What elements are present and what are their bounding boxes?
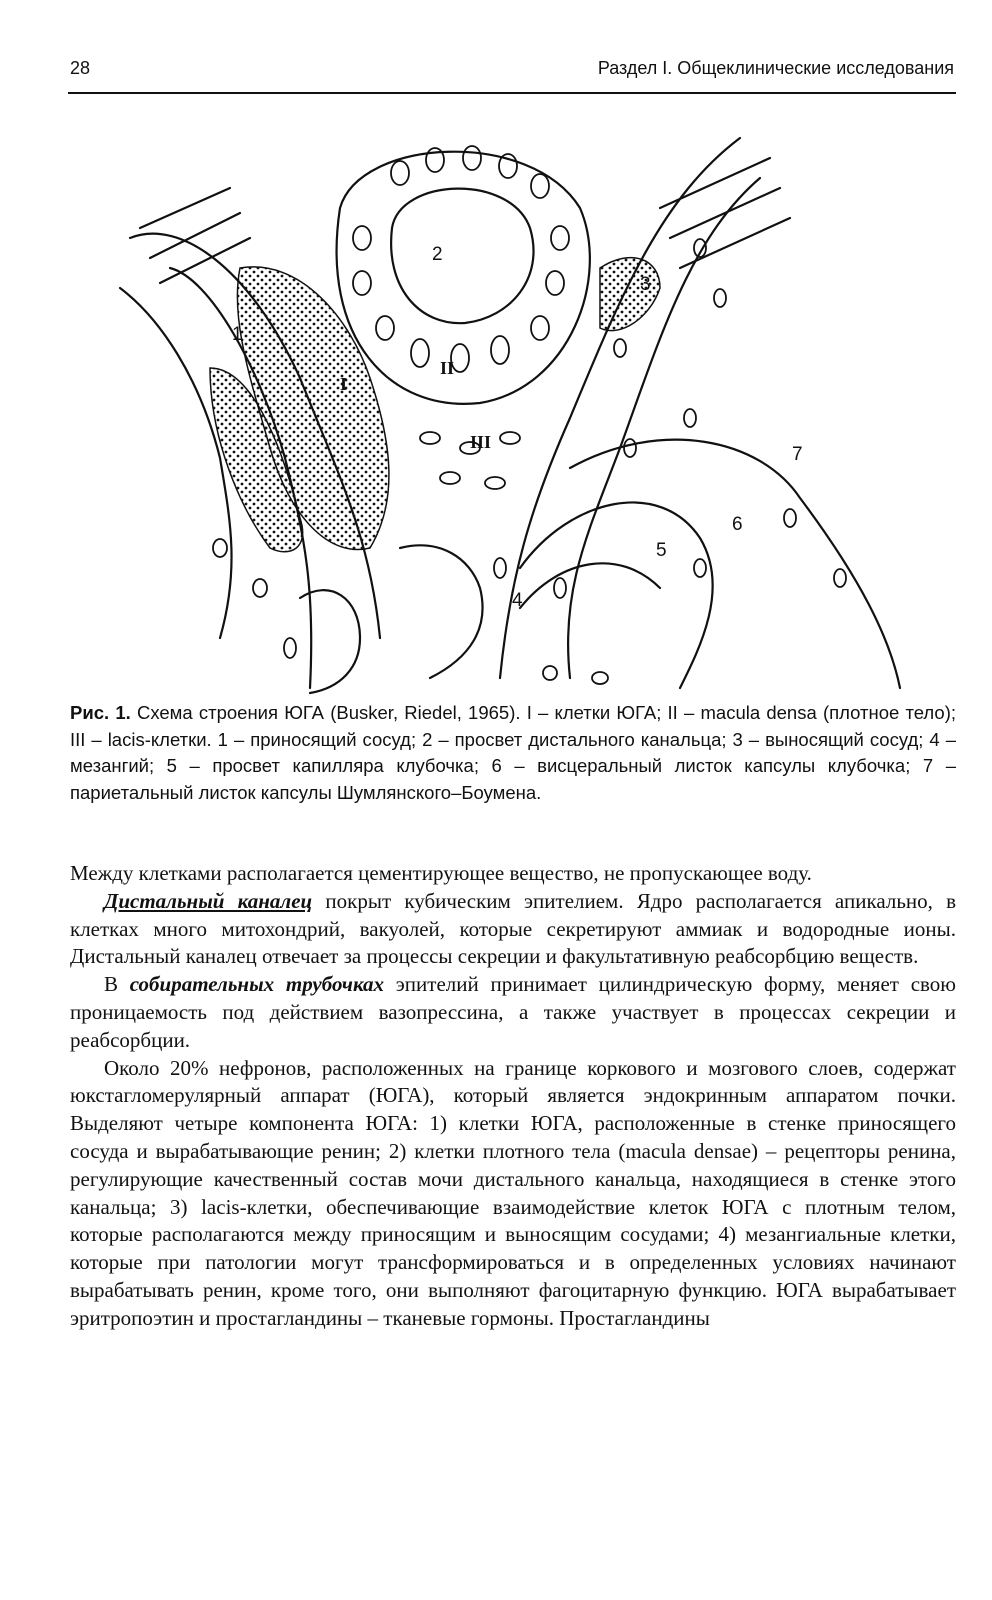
label-7: 7 (792, 444, 803, 465)
paragraph-4: Около 20% нефронов, расположенных на границе коркового и мозгового слоев, содержат юкстагломерулярный аппарат (ЮГА), который является эндокринным аппаратом почки. Выделяют четыре компонента ЮГА: 1) клетки ЮГА, расположенные в стенке приносящего сосуда и вырабатывающие ренин; 2) клетки плотного тела (macula densae) – рецепторы ренина, регулирующие качественный состав мочи дистального канальца, находящиеся в стенке этого канальца; 3) lacis-клетки, обеспечивающие взаимодействие клеток ЮГА с плотным телом, которые располагаются между приносящим и выносящим сосудами; 4) мезангиальные клетки, которые при патологии могут трансформироваться и в определенных условиях начинают вырабатывать ренин, кроме того, они выполняют фагоцитарную функцию. ЮГА вырабатывает эритропоэтин и простагландины – тканевые гормоны. Простагландины (70, 1055, 956, 1330)
efferent-vessel-wall-1 (500, 138, 740, 678)
efferent-dotted-cells (600, 258, 660, 331)
paragraph-1: Между клетками располагается цементирующее вещество, не пропускающее воду. (70, 861, 812, 885)
body-text (70, 860, 956, 1333)
header-rule (68, 92, 956, 94)
figure-caption (70, 700, 956, 806)
caption-text: Схема строения ЮГА (Busker, Riedel, 1965). I – клетки ЮГА; II – macula densa (плотное тело); III – lacis-клетки. 1 – приносящий сосуд; 2 – просвет дистального канальца; 3 – выносящий сосуд; 4 – мезангий; 5 – просвет капилляра клубочка; 6 – висцеральный листок капсулы клубочка; 7 – париетальный листок капсулы Шумлянского–Боумена. (70, 702, 956, 803)
page-number: 28 (70, 58, 91, 78)
paragraph-2 (70, 888, 956, 971)
label-roman-II: II (440, 358, 455, 378)
paragraph-3 (70, 971, 956, 1054)
afferent-vessel-wall-3 (120, 288, 232, 638)
paragraph-2-text: покрыт кубическим эпителием. Ядро располагается апикально, в клетках много митохондрий, вакуолей, которые секретируют аммиак и водородные ионы. Дистальный каналец отвечает за процессы секреции и факультативную реабсорбцию веществ. (70, 888, 956, 969)
caption-label: Рис. 1. (70, 702, 131, 723)
term-distal-tubule: Дистальный каналец (104, 888, 313, 913)
running-head: Раздел I. Общеклинические исследования (597, 58, 954, 78)
figure-drawing (100, 118, 940, 698)
visceral-layer (520, 502, 713, 688)
efferent-vessel-wall-2 (568, 178, 760, 678)
label-3: 3 (640, 274, 651, 295)
label-2: 2 (432, 244, 443, 265)
label-roman-III: III (470, 432, 492, 452)
paragraph-3-text: эпителий принимает цилиндрическую форму, меняет свою проницаемость под действием вазопрессина, а также участвует в процессах секреции и реабсорбции. (70, 972, 956, 1052)
term-collecting-ducts: собирательных трубочках (129, 972, 385, 997)
label-4: 4 (512, 590, 523, 611)
paragraph-3-pre: В (104, 972, 130, 997)
label-1: 1 (232, 324, 243, 345)
distal-tubule-inner (391, 189, 533, 324)
juxtaglomerular-apparatus-figure (100, 118, 940, 698)
label-6: 6 (732, 514, 743, 535)
label-roman-I: I (340, 374, 348, 394)
mesangium-outline (400, 545, 483, 678)
parietal-layer (570, 440, 900, 688)
label-5: 5 (656, 540, 667, 561)
